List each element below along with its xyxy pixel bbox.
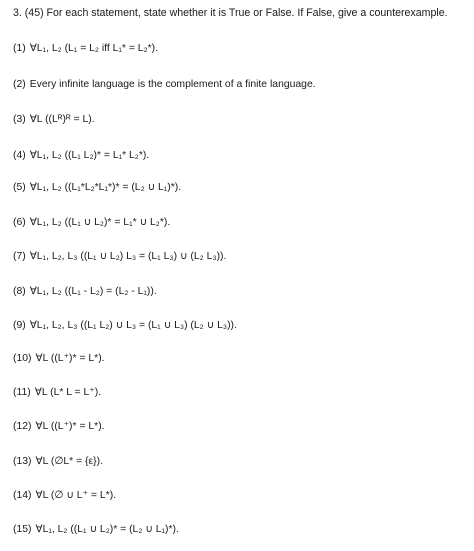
statement-2 (13, 78, 316, 92)
statement-number: (4) (13, 150, 26, 161)
statement-number: (14) (13, 490, 32, 501)
statement-text: ∀L ((L⁺)* = L*). (35, 421, 105, 432)
statement-text: ∀L (∅L* = {ε}). (35, 456, 103, 467)
statement-text: ∀L (L* L = L⁺). (34, 387, 102, 398)
statement-number: (8) (13, 286, 26, 297)
statement-15 (13, 523, 179, 537)
statement-number: (7) (13, 251, 26, 262)
statement-6 (13, 216, 170, 230)
statement-number: (15) (13, 524, 32, 535)
statement-number: (5) (13, 182, 26, 193)
statement-text: ∀L₁, L₂ ((L₁ - L₂) = (L₂ - L₁)). (29, 286, 157, 297)
statement-text: ∀L₁, L₂, L₃ ((L₁ L₂) ∪ L₃ = (L₁ ∪ L₃) (L₂ ∪ L₃)). (29, 320, 237, 331)
statement-text: ∀L ((Lᴿ)ᴿ = L). (29, 114, 95, 125)
statement-number: (10) (13, 353, 32, 364)
statement-text: ∀L (∅ ∪ L⁺ = L*). (35, 490, 117, 501)
statement-number: (2) (13, 79, 26, 90)
statement-number: (9) (13, 320, 26, 331)
statement-4 (13, 149, 149, 163)
statement-number: (1) (13, 43, 26, 54)
statement-text: ∀L₁, L₂ ((L₁ ∪ L₂)* = (L₂ ∪ L₁)*). (35, 524, 179, 535)
statement-number: (12) (13, 421, 32, 432)
statement-5 (13, 181, 181, 195)
statement-12 (13, 420, 105, 434)
statement-text: ∀L₁, L₂, L₃ ((L₁ ∪ L₂) L₃ = (L₁ L₃) ∪ (L₂ L₃)). (29, 251, 227, 262)
statement-text: Every infinite language is the complement of a finite language. (29, 79, 316, 90)
statement-7 (13, 250, 226, 264)
statement-14 (13, 489, 116, 503)
statement-text: ∀L ((L⁺)* = L*). (35, 353, 105, 364)
question-heading: 3. (45) For each statement, state whether it is True or False. If False, give a counterexample. (13, 7, 448, 19)
statement-text: ∀L₁, L₂ ((L₁ L₂)* = L₁* L₂*). (29, 150, 150, 161)
statement-text: ∀L₁, L₂ (L₁ = L₂ iff L₁* = L₂*). (29, 43, 159, 54)
statement-11 (13, 386, 101, 400)
statement-number: (11) (13, 387, 31, 398)
statement-number: (13) (13, 456, 32, 467)
statement-10 (13, 352, 105, 366)
statement-text: ∀L₁, L₂ ((L₁ ∪ L₂)* = L₁* ∪ L₂*). (29, 217, 171, 228)
statement-1 (13, 42, 158, 56)
statement-text: ∀L₁, L₂ ((L₁*L₂*L₁*)* = (L₂ ∪ L₁)*). (29, 182, 182, 193)
statement-number: (3) (13, 114, 26, 125)
statement-8 (13, 285, 157, 299)
statement-13 (13, 455, 103, 469)
statement-3 (13, 113, 95, 127)
statement-number: (6) (13, 217, 26, 228)
statement-9 (13, 319, 237, 333)
